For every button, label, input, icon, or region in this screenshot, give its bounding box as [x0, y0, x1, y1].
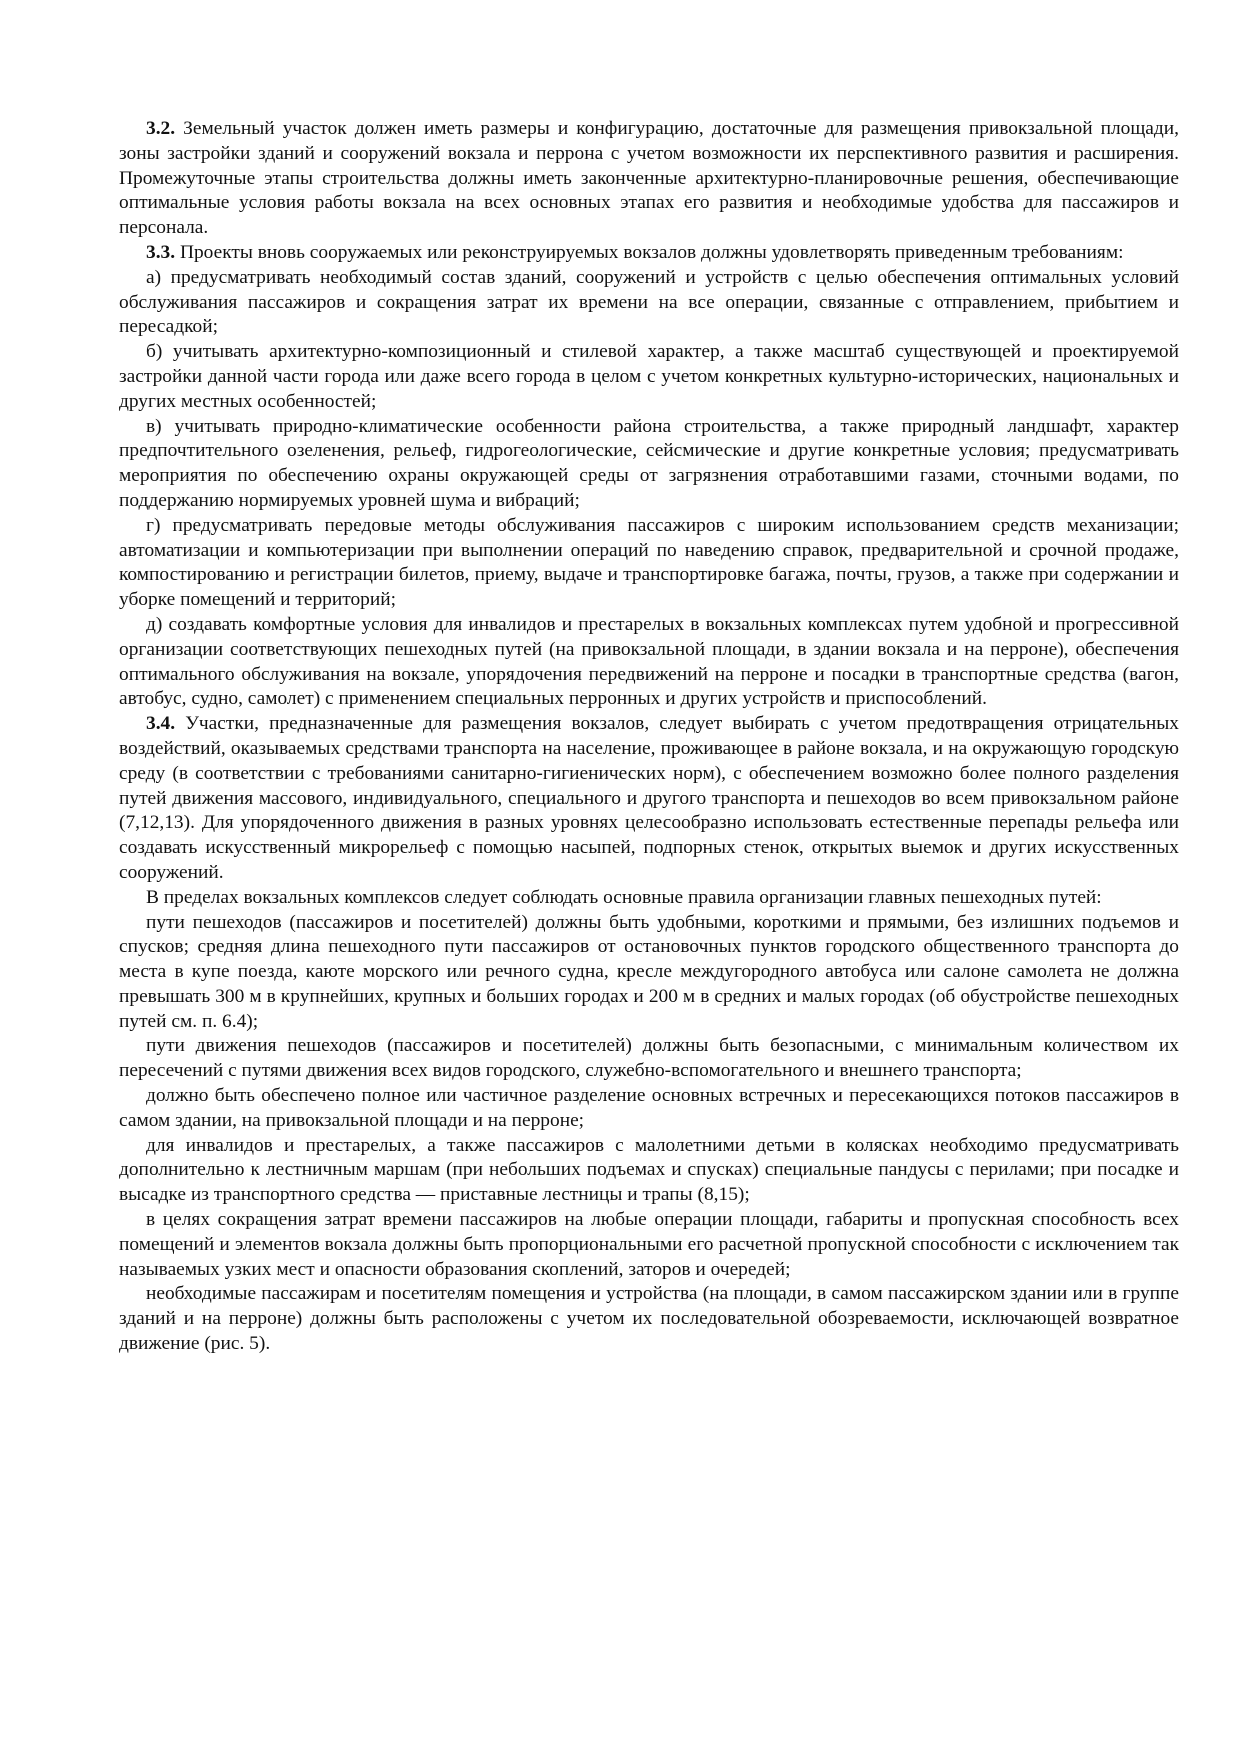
- list-item: [119, 415, 1179, 514]
- paragraph-text: Участки, предназначенные для размещения вокзалов, следует выбирать с учетом предотвращения отрицательных воздействий, оказываемых средствами транспорта на население, проживающее в районе вокзала, и на окружающую городскую среду (в соответствии с требованиями санитарно-гигиенических норм), с обеспечением возможно более полного разделения путей движения массового, индивидуального, специального и другого транспорта и пешеходов во всем привокзальном районе (7,12,13). Для упорядоченного движения в разных уровнях целесообразно использовать естественные перепады рельефа или создавать искусственный микрорельеф с помощью насыпей, подпорных стенок, открытых выемок и других искусственных сооружений.: [119, 713, 1179, 883]
- paragraph-text: Проекты вновь сооружаемых или реконструируемых вокзалов должны удовлетворять приведенным требованиям:: [179, 241, 1124, 263]
- list-item: [119, 1034, 1179, 1084]
- paragraph-text: б) учитывать архитектурно-композиционный и стилевой характер, а также масштаб существующей и проектируемой застройки данной части города или даже всего города в целом с учетом конкретных культурно-исторических, национальных и других местных особенностей;: [119, 341, 1179, 412]
- section-number: 3.3.: [146, 241, 176, 263]
- document-page: [119, 117, 1179, 1357]
- paragraph-text: Земельный участок должен иметь размеры и конфигурацию, достаточные для размещения привокзальной площади, зоны застройки зданий и сооружений вокзала и перрона с учетом возможности их перспективного развития и расширения. Промежуточные этапы строительства должны иметь законченные архитектурно-планировочные решения, обеспечивающие оптимальные условия работы вокзала на всех основных этапах его развития и необходимые удобства для пассажиров и персонала.: [119, 118, 1180, 239]
- section-number: 3.4.: [146, 713, 176, 735]
- paragraph-text: пути пешеходов (пассажиров и посетителей) должны быть удобными, короткими и прямыми, без излишних подъемов и спусков; средняя длина пешеходного пути пассажиров от остановочных пунктов городского общественного транспорта до места в купе поезда, каюте морского или речного судна, кресле междугородного автобуса или салоне самолета не должна превышать 300 м в крупнейших, крупных и больших городах и 200 м в средних и малых городах (об обустройстве пешеходных путей см. п. 6.4);: [119, 911, 1179, 1032]
- list-item: [119, 911, 1179, 1035]
- paragraph-text: для инвалидов и престарелых, а также пассажиров с малолетними детьми в колясках необходимо предусматривать дополнительно к лестничным маршам (при небольших подъемах и спусках) специальные пандусы с перилами; при посадке и высадке из транспортного средства — приставные лестницы и трапы (8,15);: [119, 1134, 1179, 1206]
- paragraph-text: в целях сокращения затрат времени пассажиров на любые операции площади, габариты и пропускная способность всех помещений и элементов вокзала должны быть пропорциональными его расчетной пропускной способности с исключением так называемых узких мест и опасности образования скоплений, заторов и очередей;: [119, 1209, 1179, 1280]
- paragraph-text: в) учитывать природно-климатические особенности района строительства, а также природный ландшафт, характер предпочтительного озеленения, рельеф, гидрогеологические, сейсмические и другие конкретные условия; предусматривать мероприятия по обеспечению охраны окружающей среды от загрязнения отработавшими газами, сточными водами, по поддержанию нормируемых уровней шума и вибраций;: [119, 415, 1179, 511]
- paragraph-text: г) предусматривать передовые методы обслуживания пассажиров с широким использованием средств механизации; автоматизации и компьютеризации при выполнении операций по наведению справок, предварительной и срочной продаже, компостированию и регистрации билетов, приему, выдаче и транспортировке багажа, почты, грузов, а также при содержании и уборке помещений и территорий;: [119, 514, 1179, 611]
- paragraph: [119, 886, 1179, 911]
- list-item: [119, 1084, 1179, 1134]
- list-item: [119, 340, 1179, 414]
- paragraph: [119, 712, 1179, 886]
- list-item: [119, 1134, 1179, 1208]
- list-item: [119, 514, 1179, 613]
- paragraph-text: В пределах вокзальных комплексов следует соблюдать основные правила организации главных пешеходных путей:: [146, 886, 1102, 908]
- list-item: [119, 266, 1179, 340]
- paragraph-text: а) предусматривать необходимый состав зданий, сооружений и устройств с целью обеспечения оптимальных условий обслуживания пассажиров и сокращения затрат их времени на все операции, связанные с отправлением, прибытием и пересадкой;: [119, 266, 1179, 338]
- paragraph-text: пути движения пешеходов (пассажиров и посетителей) должны быть безопасными, с минимальным количеством их пересечений с путями движения всех видов городского, служебно-вспомогательного и внешнего транспорта;: [119, 1035, 1179, 1082]
- section-number: 3.2.: [146, 118, 176, 139]
- paragraph: [119, 117, 1179, 241]
- list-item: [119, 1208, 1179, 1282]
- paragraph-text: д) создавать комфортные условия для инвалидов и престарелых в вокзальных комплексах путем удобной и прогрессивной организации соответствующих пешеходных путей (на привокзальной площади, в здании вокзала и на перроне), обеспечения оптимального обслуживания на вокзале, упорядочения передвижений на перроне и посадки в транспортные средства (вагон, автобус, судно, самолет) с применением специальных перронных и других устройств и приспособлений.: [119, 613, 1179, 710]
- paragraph: [119, 241, 1179, 266]
- list-item: [119, 613, 1179, 712]
- paragraph-text: необходимые пассажирам и посетителям помещения и устройства (на площади, в самом пассажирском здании или в группе зданий и на перроне) должны быть расположены с учетом их последовательной обозреваемости, исключающей возвратное движение (рис. 5).: [119, 1283, 1179, 1355]
- list-item: [119, 1282, 1179, 1356]
- paragraph-text: должно быть обеспечено полное или частичное разделение основных встречных и пересекающихся потоков пассажиров в самом здании, на привокзальной площади и на перроне;: [119, 1085, 1179, 1131]
